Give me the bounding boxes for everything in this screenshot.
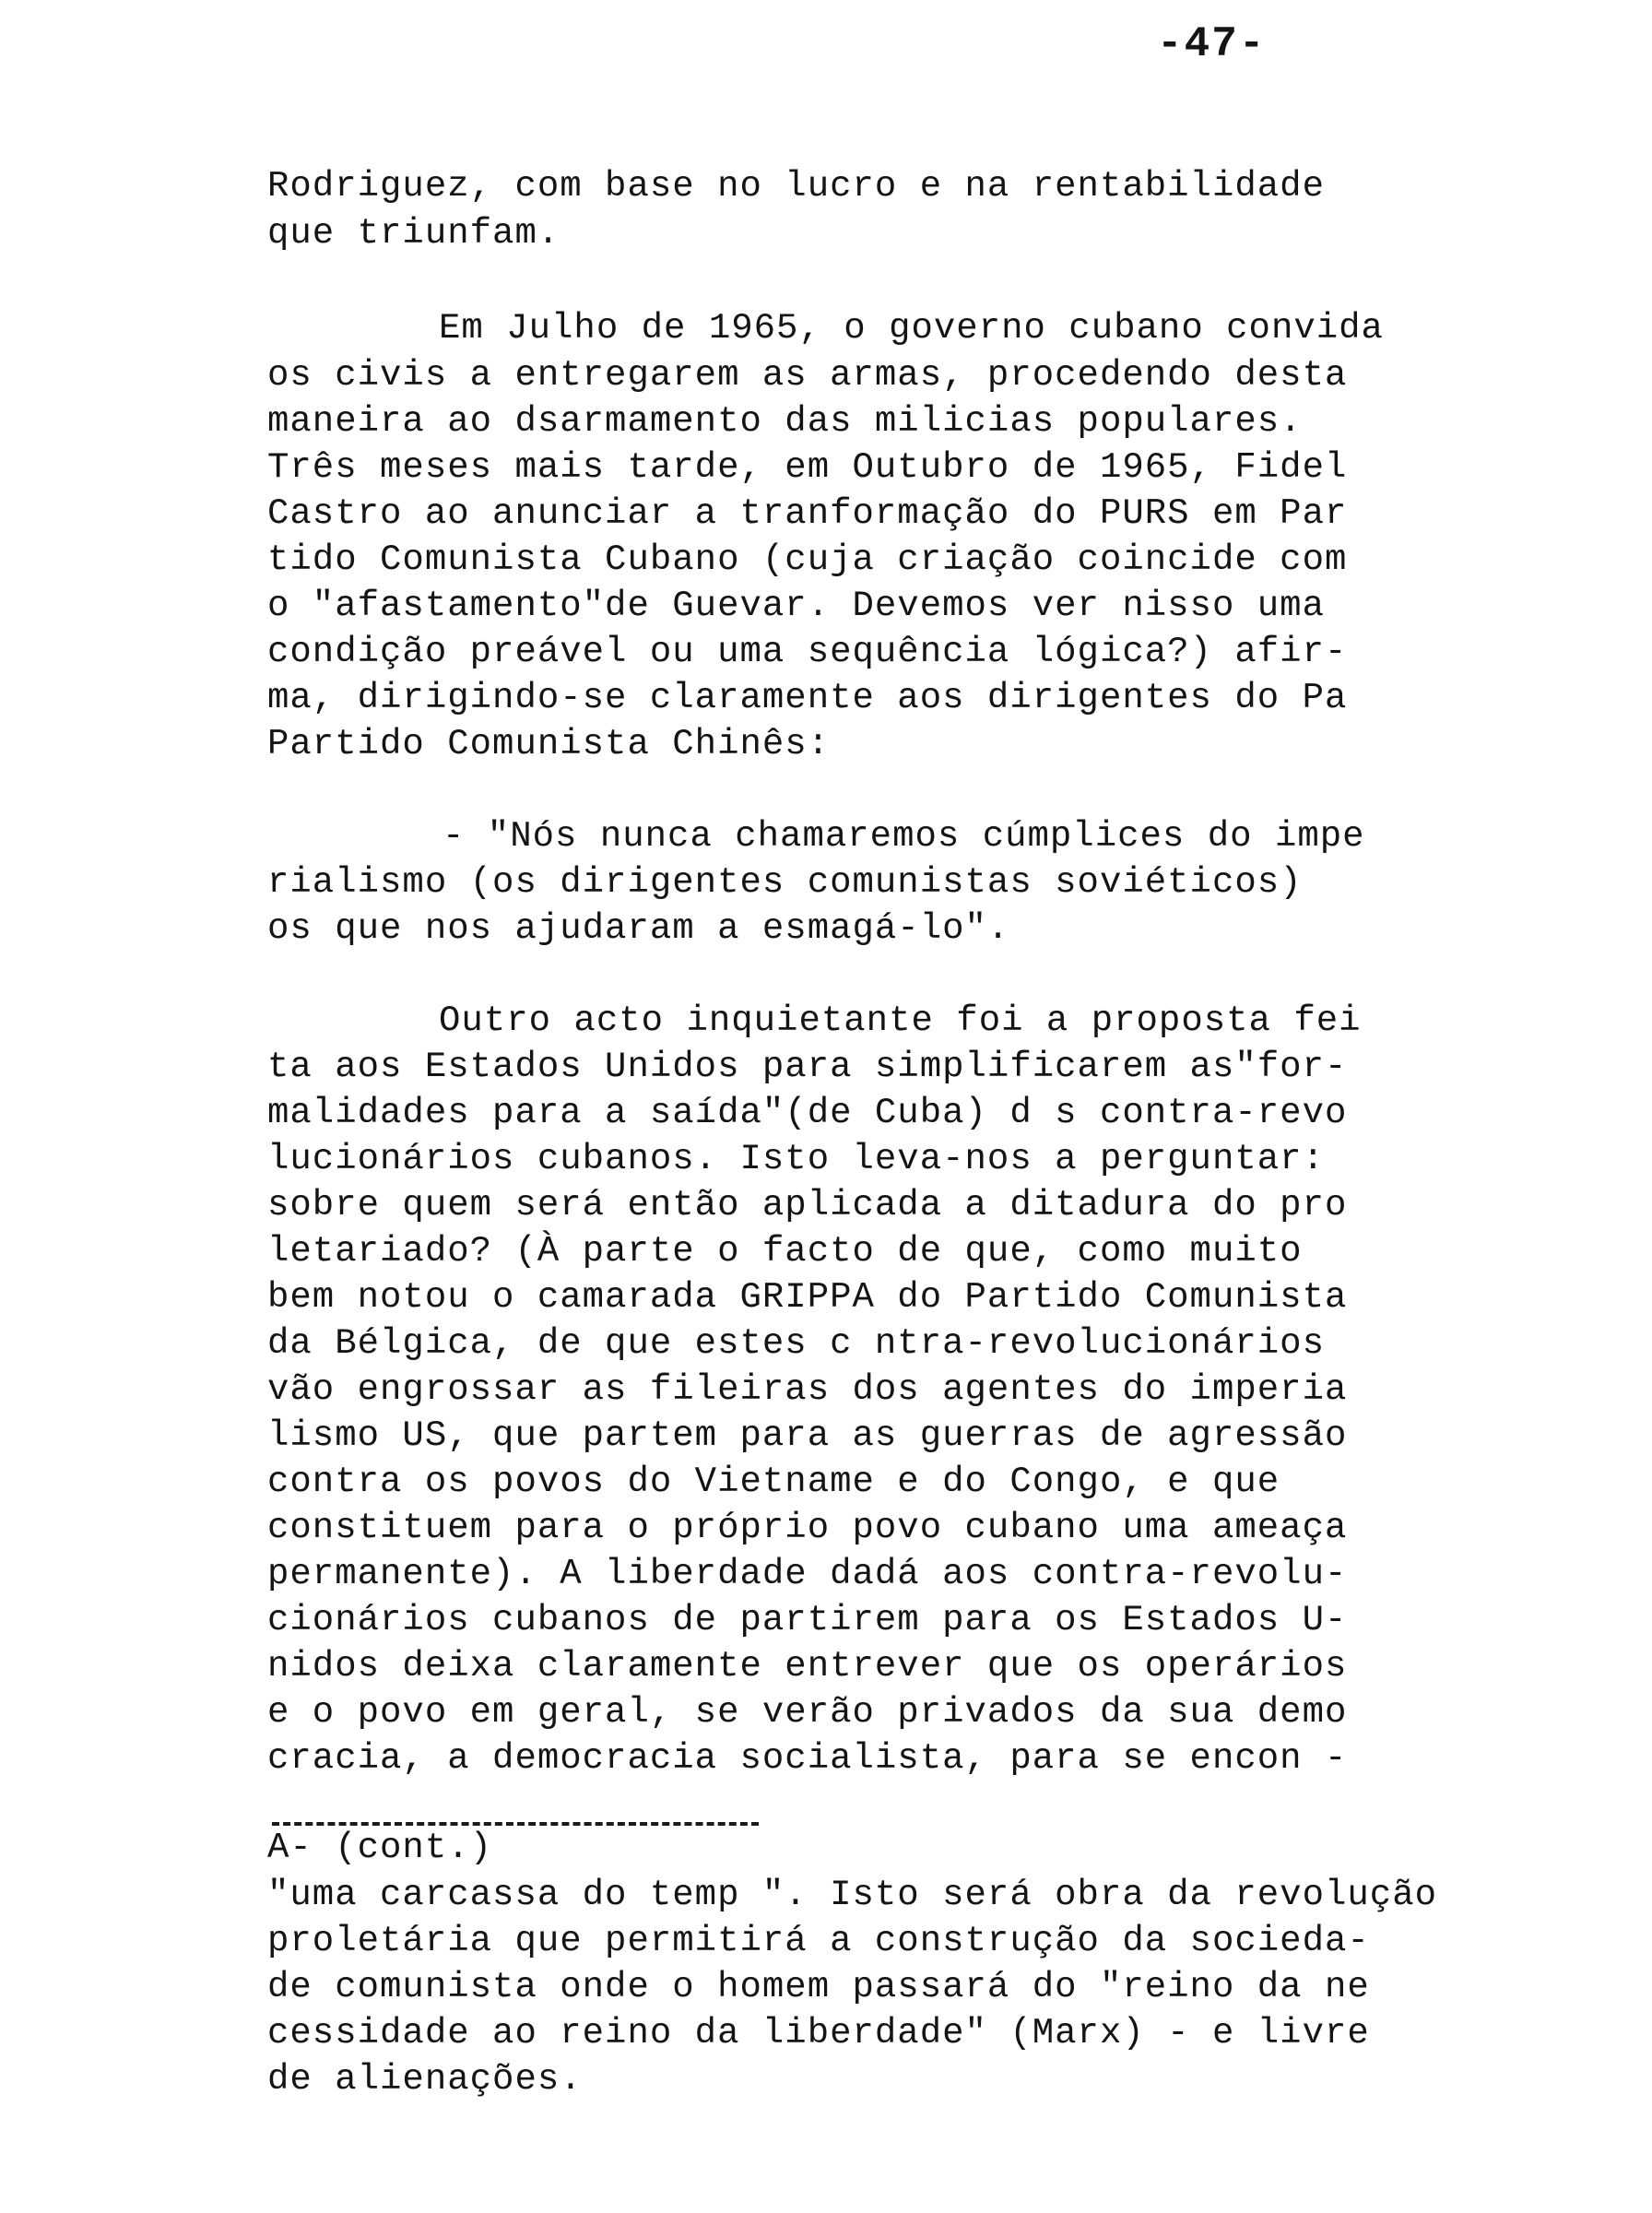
text-line: e o povo em geral, se verão privados da sua demo xyxy=(267,1692,1348,1733)
quote-line: rialismo (os dirigentes comunistas soviéticos) xyxy=(267,862,1303,903)
quote-line: - "Nós nunca chamaremos cúmplices do impe xyxy=(442,816,1365,857)
text-line: ta aos Estados Unidos para simplificarem as"for- xyxy=(267,1047,1348,1087)
text-line: tido Comunista Cubano (cuja criação coincide com xyxy=(267,539,1348,580)
text-line: cionários cubanos de partirem para os Estados U- xyxy=(267,1600,1348,1640)
text-line: sobre quem será então aplicada a ditadura do pro xyxy=(267,1185,1348,1225)
footnote-label: A- (cont.) xyxy=(267,1828,493,1868)
text-line: condição preável ou uma sequência lógica?) afir- xyxy=(267,632,1348,672)
text-line: Castro ao anunciar a tranformação do PURS em Par xyxy=(267,493,1348,534)
text-line: Três meses mais tarde, em Outubro de 1965, Fidel xyxy=(267,447,1348,488)
footnote-separator xyxy=(272,1822,759,1826)
text-line: Partido Comunista Chinês: xyxy=(267,724,831,764)
page-number: -47- xyxy=(1157,20,1267,68)
text-line: lismo US, que partem para as guerras de agressão xyxy=(267,1415,1348,1456)
text-line: cracia, a democracia socialista, para se encon - xyxy=(267,1738,1348,1779)
text-line: ma, dirigindo-se claramente aos dirigentes do Pa xyxy=(267,678,1348,718)
text-line: constituem para o próprio povo cubano uma ameaça xyxy=(267,1508,1348,1548)
text-line: que triunfam. xyxy=(267,213,560,254)
text-line: Em Julho de 1965, o governo cubano convida xyxy=(439,308,1384,349)
text-line: malidades para a saída"(de Cuba) d s contra-revo xyxy=(267,1093,1348,1133)
text-line: permanente). A liberdade dadá aos contra-revolu- xyxy=(267,1554,1348,1594)
footnote-line: proletária que permitirá a construção da socieda- xyxy=(267,1921,1370,1961)
quote-line: os que nos ajudaram a esmagá-lo". xyxy=(267,908,1010,949)
text-line: contra os povos do Vietname e do Congo, e que xyxy=(267,1462,1280,1502)
footnote-line: cessidade ao reino da liberdade" (Marx) - e livre xyxy=(267,2013,1370,2053)
text-line: Outro acto inquietante foi a proposta fei xyxy=(439,1000,1362,1041)
text-line: da Bélgica, de que estes c ntra-revolucionários xyxy=(267,1323,1325,1364)
footnote-line: de comunista onde o homem passará do "reino da ne xyxy=(267,1967,1370,2007)
text-line: Rodriguez, com base no lucro e na rentabilidade xyxy=(267,166,1325,207)
text-line: maneira ao dsarmamento das milicias populares. xyxy=(267,401,1303,442)
text-line: nidos deixa claramente entrever que os operários xyxy=(267,1646,1348,1686)
text-line: letariado? (À parte o facto de que, como muito xyxy=(267,1231,1303,1272)
footnote-line: "uma carcassa do temp ". Isto será obra da revolução xyxy=(267,1875,1437,1915)
text-line: os civis a entregarem as armas, procedendo desta xyxy=(267,355,1348,396)
footnote-line: de alienações. xyxy=(267,2059,583,2100)
text-line: vão engrossar as fileiras dos agentes do imperia xyxy=(267,1369,1348,1410)
text-line: lucionários cubanos. Isto leva-nos a perguntar: xyxy=(267,1139,1325,1179)
text-line: o "afastamento"de Guevar. Devemos ver nisso uma xyxy=(267,586,1325,626)
text-line: bem notou o camarada GRIPPA do Partido Comunista xyxy=(267,1277,1348,1318)
